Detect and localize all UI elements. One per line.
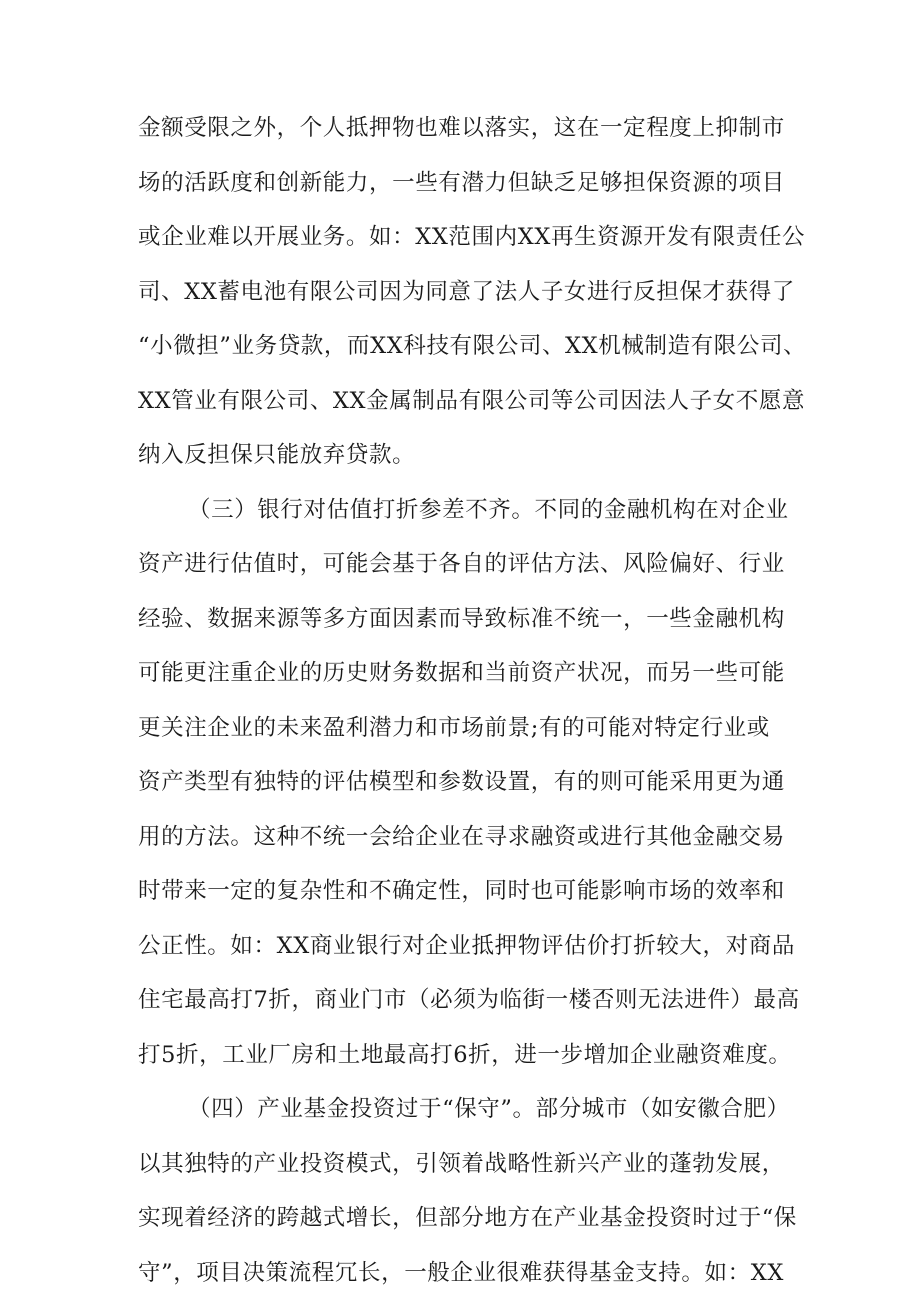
text-line: 可能更注重企业的历史财务数据和当前资产状况，而另一些可能: [138, 654, 798, 709]
text-line: 打5折，工业厂房和土地最高打6折，进一步增加企业融资难度。: [138, 1036, 798, 1091]
text-line: 场的活跃度和创新能力，一些有潜力但缺乏足够担保资源的项目: [138, 164, 798, 219]
text-line: 纳入反担保只能放弃贷款。: [138, 436, 798, 491]
text-line: XX管业有限公司、XX金属制品有限公司等公司因法人子女不愿意: [138, 382, 798, 437]
text-line: 或企业难以开展业务。如：XX范围内XX再生资源开发有限责任公: [138, 218, 798, 273]
text-line: 司、XX蓄电池有限公司因为同意了法人子女进行反担保才获得了: [138, 273, 798, 328]
document-body: [138, 109, 798, 1308]
text-line: 用的方法。这种不统一会给企业在寻求融资或进行其他金融交易: [138, 818, 798, 873]
text-line: 时带来一定的复杂性和不确定性，同时也可能影响市场的效率和: [138, 872, 798, 927]
text-line: 资产类型有独特的评估模型和参数设置，有的则可能采用更为通: [138, 763, 798, 818]
text-line: 实现着经济的跨越式增长，但部分地方在产业基金投资时过于“保: [138, 1199, 798, 1254]
text-line: 经验、数据来源等多方面因素而导致标准不统一，一些金融机构: [138, 600, 798, 655]
text-line: 以其独特的产业投资模式，引领着战略性新兴产业的蓬勃发展，: [138, 1145, 798, 1200]
text-line: 资产进行估值时，可能会基于各自的评估方法、风险偏好、行业: [138, 545, 798, 600]
text-line: 金额受限之外，个人抵押物也难以落实，这在一定程度上抑制市: [138, 109, 798, 164]
section-heading-line: （四）产业基金投资过于“保守”。部分城市（如安徽合肥）: [138, 1090, 798, 1145]
text-line: 更关注企业的未来盈利潜力和市场前景;有的可能对特定行业或: [138, 709, 798, 764]
text-line: 住宅最高打7折，商业门市（必须为临街一楼否则无法进件）最高: [138, 981, 798, 1036]
text-line: “小微担”业务贷款，而XX科技有限公司、XX机械制造有限公司、: [138, 327, 798, 382]
text-line: 守”，项目决策流程冗长，一般企业很难获得基金支持。如：XX: [138, 1254, 798, 1308]
text-line: 公正性。如：XX商业银行对企业抵押物评估价打折较大，对商品: [138, 927, 798, 982]
section-heading-line: （三）银行对估值打折参差不齐。不同的金融机构在对企业: [138, 491, 798, 546]
